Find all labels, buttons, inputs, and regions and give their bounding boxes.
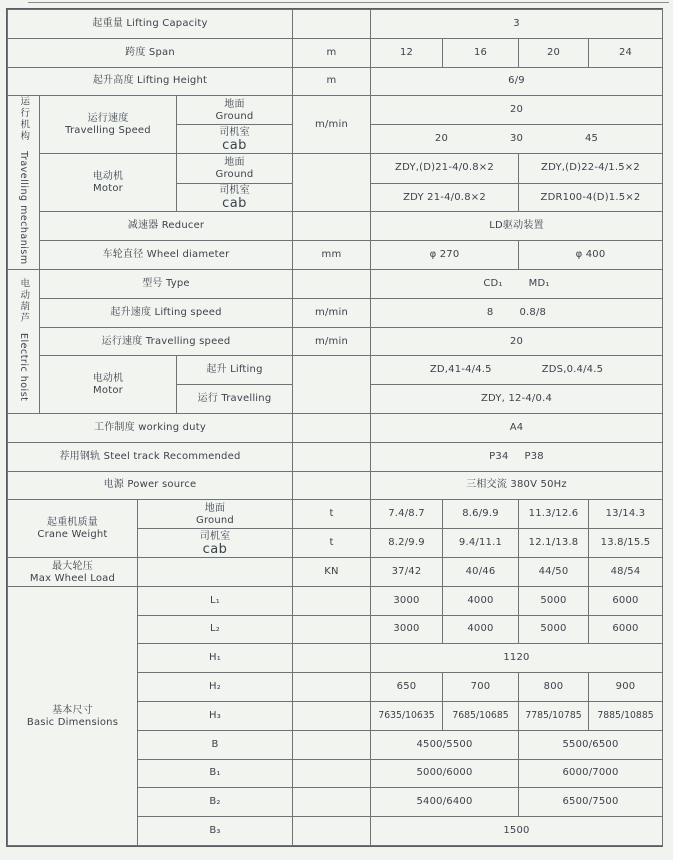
hoist-motor-lifting-value-2: ZDS,0.4/4.5 [541,364,604,376]
wheel-diameter-label: 车轮直径 Wheel diameter [40,241,293,270]
hoist-type-label: 型号 Type [40,270,293,299]
table-top-section [7,9,663,96]
dim-H3-value-4: 7885/10885 [589,701,663,730]
hoist-lifting-speed-values [371,298,663,327]
max-wheel-load-label [8,557,138,586]
dim-H3-value-3: 7785/10785 [519,701,589,730]
travelling-motor-ground-label [177,153,293,183]
cab-label-en: cab [202,541,228,557]
max-wheel-load-sublabel-empty [138,557,293,586]
row-max-wheel-load [8,557,663,586]
dim-H2-value-1: 650 [371,673,443,702]
row-steel-track [8,442,663,471]
cab-speed-value-3: 45 [584,133,599,145]
lifting-capacity-value: 3 [371,10,663,39]
hoist-motor-travelling-label: 运行 Travelling [177,385,293,414]
row-travelling-motor-ground [8,153,663,183]
lifting-capacity-unit [293,10,371,39]
travelling-speed-label-en: Travelling Speed [65,125,151,137]
ground-label-zh: 地面 [224,99,245,111]
hoist-lifting-speed-unit: m/min [293,298,371,327]
cab-label-zh: 司机室 [199,530,231,542]
dim-L2-value-1: 3000 [371,615,443,644]
span-value-12: 12 [371,38,443,67]
dim-L1-unit [293,586,371,615]
row-working-duty [8,414,663,443]
hoist-motor-unit [293,356,371,414]
dim-L2-value-4: 6000 [589,615,663,644]
hoist-motor-lifting-values [371,356,663,385]
dim-L2-label: L₂ [138,615,293,644]
row-wheel-diameter [8,241,663,270]
travelling-motor-label [40,153,177,211]
power-source-label: 电源 Power source [8,471,293,500]
wheel-diameter-value-2: φ 400 [519,241,663,270]
row-dim-L1 [8,586,663,615]
row-hoist-type [8,270,663,299]
cab-speed-value-2: 30 [509,133,524,145]
dim-L1-value-2: 4000 [443,586,519,615]
crane-weight-ground-value-2: 8.6/9.9 [443,500,519,529]
wheel-diameter-value-1: φ 270 [371,241,519,270]
crane-weight-ground-value-4: 13/14.3 [589,500,663,529]
row-lifting-capacity [8,10,663,39]
crane-weight-ground-unit: t [293,500,371,529]
dim-L2-value-3: 5000 [519,615,589,644]
travelling-motor-cab-value-1: ZDY 21-4/0.8×2 [371,183,519,212]
max-wheel-load-label-zh: 最大轮压 [52,560,93,572]
travelling-speed-label [40,96,177,154]
dim-B3-unit [293,817,371,846]
dim-H1-unit [293,644,371,673]
dim-L1-label: L₁ [138,586,293,615]
table-general-section [7,413,663,500]
max-wheel-load-value-3: 44/50 [519,557,589,586]
dim-L1-value-1: 3000 [371,586,443,615]
crane-weight-label-zh: 起重机质量 [47,517,98,529]
steel-track-value-2: P38 [524,450,544,462]
dim-B1-value-2: 6000/7000 [519,759,663,788]
cab-label-zh: 司机室 [219,126,250,138]
dim-B1-unit [293,759,371,788]
max-wheel-load-value-1: 37/42 [371,557,443,586]
dim-H2-unit [293,673,371,702]
crane-weight-label-en: Crane Weight [37,529,108,541]
crane-weight-cab-value-2: 9.4/11.1 [443,529,519,558]
crane-weight-ground-label [138,500,293,529]
steel-track-label: 荐用钢轨 Steel track Recommended [8,442,293,471]
span-label: 跨度 Span [8,38,293,67]
dim-L1-value-3: 5000 [519,586,589,615]
hoist-type-values [371,270,663,299]
travelling-speed-ground-value: 20 [371,96,663,125]
lifting-height-value: 6/9 [371,67,663,96]
span-unit: m [293,38,371,67]
dim-L1-value-4: 6000 [589,586,663,615]
dim-B-value-2: 5500/6500 [519,730,663,759]
reducer-label: 减速器 Reducer [40,212,293,241]
travelling-motor-ground-value-2: ZDY,(D)22-4/1.5×2 [519,153,663,183]
dim-H2-value-4: 900 [589,673,663,702]
dim-B1-label: B₁ [138,759,293,788]
row-travelling-speed-ground [8,96,663,125]
row-span [8,38,663,67]
crane-weight-ground-value-3: 11.3/12.6 [519,500,589,529]
max-wheel-load-value-4: 48/54 [589,557,663,586]
dim-B-value-1: 4500/5500 [371,730,519,759]
ground-label-zh: 地面 [204,503,226,515]
max-wheel-load-label-en: Max Wheel Load [29,572,116,584]
basic-dimensions-label-zh: 基本尺寸 [52,704,93,716]
steel-track-values [371,442,663,471]
working-duty-value: A4 [371,414,663,443]
hoist-motor-label [40,356,177,414]
hoist-type-unit [293,270,371,299]
row-hoist-motor-lifting [8,356,663,385]
ground-label-zh: 地面 [224,157,245,169]
hoist-lifting-speed-value-2: 0.8/8 [519,306,547,318]
travelling-speed-ground-label [177,96,293,125]
max-wheel-load-value-2: 40/46 [443,557,519,586]
dim-L2-value-2: 4000 [443,615,519,644]
motor-label-zh: 电动机 [92,171,124,183]
steel-track-value-1: P34 [489,450,509,462]
row-lifting-height [8,67,663,96]
row-hoist-travelling-speed [8,327,663,356]
span-value-16: 16 [443,38,519,67]
hoist-motor-lifting-value-1: ZD,41-4/4.5 [429,364,492,376]
section-electric-hoist-zh: 电动葫芦 [18,277,30,324]
travelling-motor-cab-label [177,183,293,212]
section-travelling-mechanism-zh: 运行机构 [18,96,30,143]
basic-dimensions-label-en: Basic Dimensions [26,716,119,728]
dim-H3-label: H₃ [138,701,293,730]
lifting-capacity-label: 起重量 Lifting Capacity [8,10,293,39]
cab-label-zh: 司机室 [219,185,250,197]
crane-weight-cab-label [138,529,293,558]
motor-label-en: Motor [93,183,123,195]
hoist-lifting-speed-label: 起升速度 Lifting speed [40,298,293,327]
dim-H1-value: 1120 [371,644,663,673]
row-reducer [8,212,663,241]
row-power-source [8,471,663,500]
travelling-speed-label-zh: 运行速度 [87,113,129,125]
row-crane-weight-ground [8,500,663,529]
lifting-height-label: 起升高度 Lifting Height [8,67,293,96]
dim-B2-value-2: 6500/7500 [519,788,663,817]
crane-weight-label [8,500,138,558]
ground-label-en: Ground [196,515,234,527]
reducer-value: LD驱动装置 [371,212,663,241]
dim-H3-value-1: 7635/10635 [371,701,443,730]
working-duty-unit [293,414,371,443]
dim-B-label: B [138,730,293,759]
section-travelling-mechanism [8,96,40,270]
dim-H1-label: H₁ [138,644,293,673]
dim-H2-value-2: 700 [443,673,519,702]
motor-label-zh: 电动机 [92,373,124,385]
reducer-unit [293,212,371,241]
motor-label-en: Motor [93,385,123,397]
crane-weight-ground-value-1: 7.4/8.7 [371,500,443,529]
span-value-24: 24 [589,38,663,67]
power-source-value: 三相交流 380V 50Hz [371,471,663,500]
cab-label-en: cab [222,137,247,153]
hoist-motor-travelling-value: ZDY, 12-4/0.4 [371,385,663,414]
dim-B3-value: 1500 [371,817,663,846]
section-electric-hoist [8,270,40,414]
hoist-type-value-2: MD₁ [528,277,550,289]
dim-H3-unit [293,701,371,730]
page-top-rule [28,2,669,3]
row-hoist-lifting-speed [8,298,663,327]
crane-weight-cab-value-1: 8.2/9.9 [371,529,443,558]
hoist-motor-lifting-label: 起升 Lifting [177,356,293,385]
crane-weight-cab-value-3: 12.1/13.8 [519,529,589,558]
power-source-unit [293,471,371,500]
wheel-diameter-unit: mm [293,241,371,270]
ground-label-en: Ground [215,169,254,181]
hoist-travelling-speed-label: 运行速度 Travelling speed [40,327,293,356]
travelling-speed-cab-label [177,125,293,154]
dim-B1-value-1: 5000/6000 [371,759,519,788]
hoist-lifting-speed-value-1: 8 [486,306,494,318]
max-wheel-load-unit: KN [293,557,371,586]
dim-B2-label: B₂ [138,788,293,817]
dim-H2-value-3: 800 [519,673,589,702]
table-mechanism-section [7,95,663,414]
dim-B2-unit [293,788,371,817]
crane-weight-cab-value-4: 13.8/15.5 [589,529,663,558]
hoist-travelling-speed-unit: m/min [293,327,371,356]
section-travelling-mechanism-en: Travelling mechanism [18,151,30,266]
span-value-20: 20 [519,38,589,67]
table-weights-dimensions-section [7,499,663,846]
crane-spec-table [6,8,663,847]
dim-B2-value-1: 5400/6400 [371,788,519,817]
travelling-speed-cab-values [371,125,663,154]
dim-L2-unit [293,615,371,644]
lifting-height-unit: m [293,67,371,96]
dim-H3-value-2: 7685/10685 [443,701,519,730]
ground-label-en: Ground [215,111,254,123]
dim-B-unit [293,730,371,759]
hoist-travelling-speed-value: 20 [371,327,663,356]
cab-label-en: cab [222,196,247,212]
cab-speed-value-1: 20 [434,133,449,145]
section-electric-hoist-en: Electric hoist [18,332,30,402]
travelling-motor-cab-value-2: ZDR100-4(D)1.5×2 [519,183,663,212]
working-duty-label: 工作制度 working duty [8,414,293,443]
travelling-motor-unit [293,153,371,211]
crane-weight-cab-unit: t [293,529,371,558]
dim-B3-label: B₃ [138,817,293,846]
travelling-motor-ground-value-1: ZDY,(D)21-4/0.8×2 [371,153,519,183]
hoist-type-value-1: CD₁ [483,277,503,289]
basic-dimensions-label [8,586,138,845]
steel-track-unit [293,442,371,471]
travelling-speed-unit: m/min [293,96,371,154]
dim-H2-label: H₂ [138,673,293,702]
